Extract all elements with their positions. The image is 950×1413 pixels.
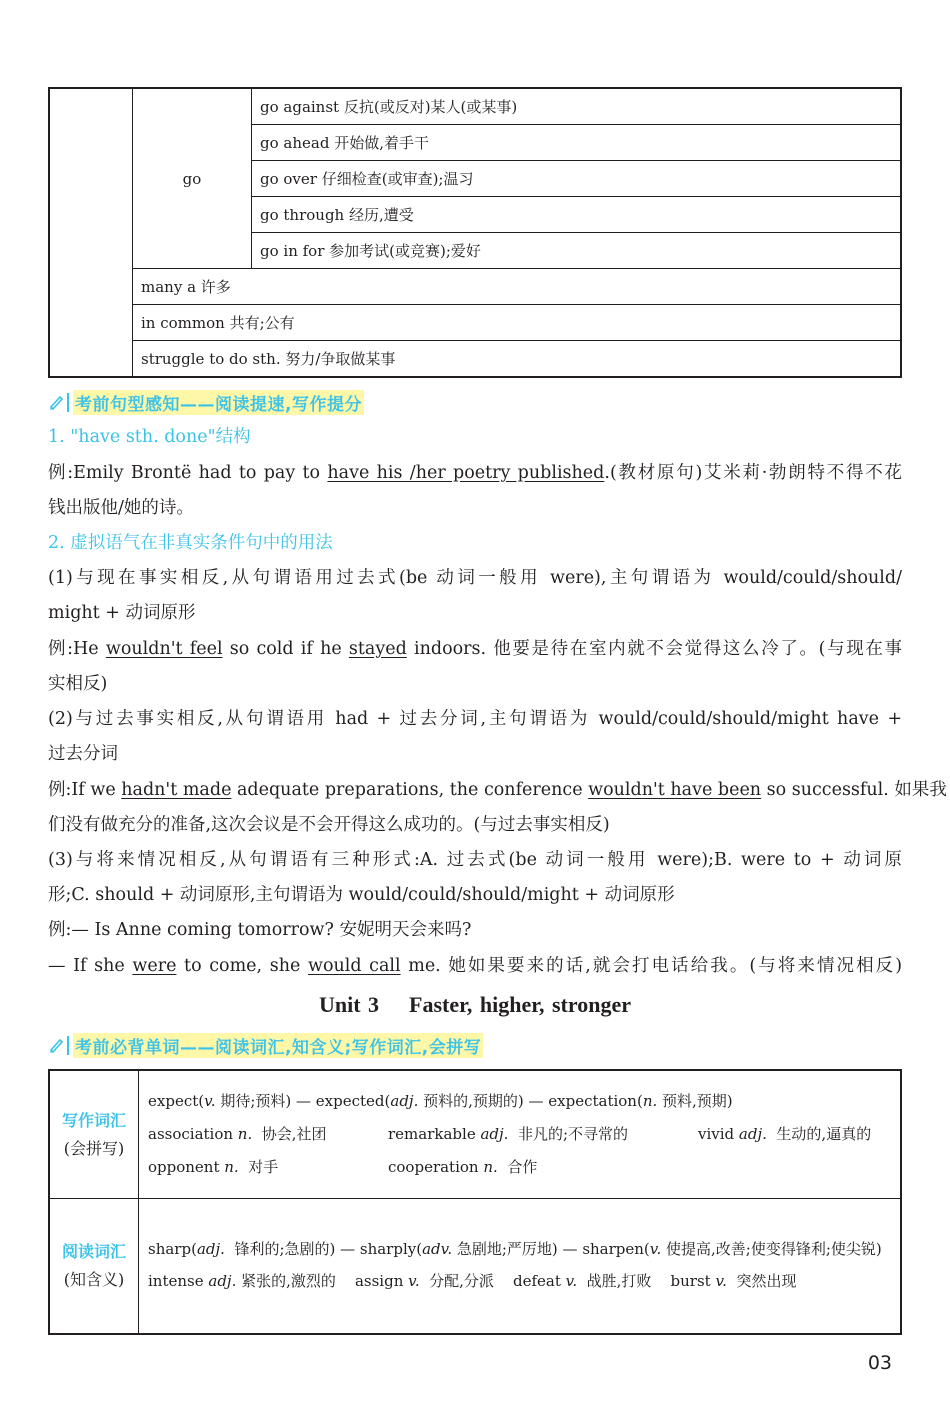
vocab-line <box>148 1118 892 1151</box>
vocab-table <box>48 1069 902 1335</box>
vocab-line: expect( v. 期待;预料) — expected( adj. 预料的,预期的) — expectation( n. 预料,预期) <box>148 1092 733 1110</box>
vocab-item: remarkable adj. 非凡的;不寻常的 <box>388 1125 629 1143</box>
example-line: 例:If we hadn't made adequate preparations, the conference wouldn't have been so successful. 如果我 <box>48 780 947 800</box>
header-bar <box>67 1036 69 1055</box>
vocab-item: assign v. 分配,分派 <box>354 1272 494 1291</box>
section-header-sentences <box>48 391 364 413</box>
reading-sub: (知含义) <box>63 1269 125 1289</box>
example-line: 例:— Is Anne coming tomorrow? 安妮明天会来吗? <box>48 920 472 940</box>
blank-cell <box>49 88 133 377</box>
phrase-row: go in for 参加考试(或竞赛);爱好 <box>252 233 902 269</box>
vocab-line <box>148 1151 892 1184</box>
example-line: 们没有做充分的准备,这次会议是不会开得这么成功的。(与过去事实相反) <box>48 815 610 835</box>
rule-line: (2)与过去事实相反,从句谓语用 had + 过去分词,主句谓语为 would/could/should/might have + <box>48 709 902 729</box>
phrase-row: in common 共有;公有 <box>133 305 902 341</box>
section-header-vocab <box>48 1034 483 1056</box>
page-number: 03 <box>867 1352 892 1374</box>
section-header-text: 考前必背单词——阅读词汇,知含义;写作词汇,会拼写 <box>73 1033 483 1058</box>
phrase-row: many a 许多 <box>133 269 902 305</box>
point-title: 1. "have sth. done"结构 <box>48 427 251 447</box>
group-word: go <box>133 88 252 269</box>
vocab-item: defeat v. 战胜,打败 <box>513 1272 652 1291</box>
rule-line: (1)与现在事实相反,从句谓语用过去式(be 动词一般用 were),主句谓语为 would/could/should/ <box>48 568 902 588</box>
vocab-item: cooperation n. 合作 <box>388 1158 538 1176</box>
vocab-item: burst v. 突然出现 <box>670 1272 797 1291</box>
example-line: 实相反) <box>48 674 108 694</box>
rule-line: 形;C. should + 动词原形,主句谓语为 would/could/should/might + 动词原形 <box>48 885 675 905</box>
phrase-row: go against 反抗(或反对)某人(或某事) <box>252 88 902 125</box>
writing-sub: (会拼写) <box>63 1138 125 1158</box>
phrase-row: go through 经历,遭受 <box>252 197 902 233</box>
phrase-row: go ahead 开始做,着手干 <box>252 125 902 161</box>
phrase-table <box>48 87 902 378</box>
phrase-row: struggle to do sth. 努力/争取做某事 <box>133 341 902 378</box>
example-line: 例:He wouldn't feel so cold if he stayed indoors. 他要是待在室内就不会觉得这么冷了。(与现在事 <box>48 639 902 659</box>
reading-content <box>139 1199 902 1334</box>
header-bar <box>67 393 69 412</box>
example-line: — If she were to come, she would call me. 她如果要来的话,就会打电话给我。(与将来情况相反) <box>48 956 903 976</box>
writing-content <box>139 1070 902 1199</box>
writing-label-cell <box>49 1070 139 1199</box>
writing-label: 写作词汇 <box>61 1110 126 1130</box>
unit-title: Unit 3 Faster, higher, stronger <box>318 992 631 1017</box>
vocab-item: association n. 协会,社团 <box>148 1125 327 1143</box>
vocab-item: opponent n. 对手 <box>148 1158 279 1176</box>
rule-line: (3)与将来情况相反,从句谓语有三种形式:A. 过去式(be 动词一般用 were);B. were to + 动词原 <box>48 850 902 870</box>
vocab-line <box>148 1265 892 1298</box>
pencil-icon <box>48 393 64 411</box>
vocab-item: vivid adj. 生动的,逼真的 <box>698 1125 872 1143</box>
section-header-text: 考前句型感知——阅读提速,写作提分 <box>73 390 364 415</box>
pencil-icon <box>48 1036 64 1054</box>
example-line: 例:Emily Brontë had to pay to have his /her poetry published.(教材原句)艾米莉·勃朗特不得不花 <box>48 463 903 483</box>
example-line: 钱出版他/她的诗。 <box>48 498 194 518</box>
rule-line: 过去分词 <box>48 744 118 764</box>
phrase-row: go over 仔细检查(或审查);温习 <box>252 161 902 197</box>
vocab-item: intense adj. 紧张的,激烈的 <box>148 1272 336 1291</box>
vocab-line: sharp(adj. 锋利的;急剧的) — sharply(adv. 急剧地;严厉地) — sharpen(v. 使提高,改善;使变得锋利;使尖锐) <box>148 1240 882 1259</box>
point-title: 2. 虚拟语气在非真实条件句中的用法 <box>48 533 333 553</box>
reading-label: 阅读词汇 <box>61 1241 126 1261</box>
rule-line: might + 动词原形 <box>48 603 196 623</box>
reading-label-cell <box>49 1199 139 1334</box>
